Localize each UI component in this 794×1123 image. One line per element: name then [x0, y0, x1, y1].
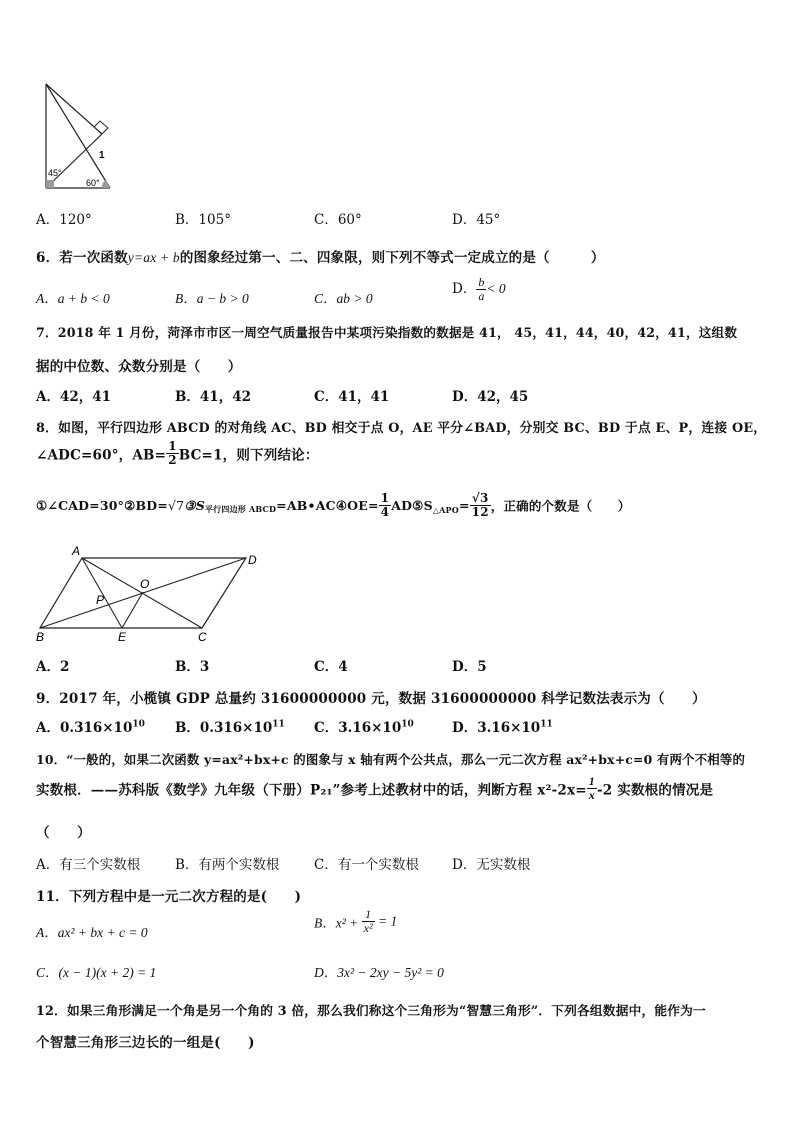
fig5-right-angle-box	[46, 180, 54, 188]
q11-option-b-b: = 1	[374, 913, 398, 929]
segment-oe	[122, 592, 143, 628]
q10-option-c: C．有一个实数根	[314, 857, 419, 873]
q10-option-a: A．有三个实数根	[36, 857, 141, 873]
q7-stem-line2: 据的中位数、众数分别是（ ）	[36, 359, 242, 375]
q8-line3-sub1: 平行四边形 ABCD	[204, 504, 277, 514]
q8-line3-c: =AB•AC④OE=	[276, 498, 379, 513]
q8-line3-b: ③S	[184, 498, 205, 513]
q9-option-c-base: C．3.16×10	[314, 720, 402, 736]
q6-option-d-tail: < 0	[486, 281, 506, 296]
point-d-label: D	[248, 553, 257, 567]
q8-line3-a: ①∠CAD=30°②BD=	[36, 498, 168, 513]
q7-option-a: A．42，41	[36, 389, 112, 405]
point-e-label: E	[118, 630, 127, 644]
q9-option-c	[314, 716, 414, 736]
q8-line2-b: BC=1，则下列结论：	[178, 447, 319, 464]
q8-parallelogram-figure	[34, 544, 269, 644]
fig5-angle-45-label: 45°	[48, 168, 62, 178]
q8-line3-f: ，正确的个数是（ ）	[490, 498, 631, 514]
point-c-label: C	[198, 630, 207, 644]
q8-line2-fraction	[166, 440, 179, 467]
fraction-denominator: 2	[168, 453, 177, 467]
q11-option-c: C．(x − 1)(x + 2) = 1	[36, 965, 157, 980]
q5-option-d: D．45°	[452, 212, 501, 228]
q8-stem-line1: 8．如图，平行四边形 ABCD 的对角线 AC、BD 相交于点 O，AE 平分∠BAD，分别交 BC、BD 于点 E、P，连接 OE，	[36, 421, 767, 436]
q7-option-b: B．41，42	[175, 389, 251, 405]
q8-line3-d: AD⑤S	[391, 498, 433, 513]
q7-option-d: D．42，45	[452, 389, 529, 405]
point-a-label: A	[72, 544, 81, 558]
q11-option-d: D．3x² − 2xy − 5y² = 0	[314, 965, 444, 980]
q12-stem-line2: 个智慧三角形三边长的一组是( )	[36, 1035, 255, 1051]
fig5-right-leg	[46, 84, 102, 134]
q11-option-b	[314, 908, 397, 935]
point-o-label: O	[140, 577, 150, 591]
fig5-right-angle-mark	[94, 121, 108, 134]
q8-line2-a: ∠ADC=60°，AB=	[36, 447, 167, 464]
fig5-angle-60-label: 60°	[86, 178, 100, 188]
fraction-denominator: 12	[471, 505, 489, 519]
q9-option-b-base: B．0.316×10	[175, 720, 273, 736]
q6-stem-a: 6．若一次函数	[36, 250, 128, 266]
q6-option-a: A．a + b < 0	[36, 291, 110, 306]
q9-option-c-exp: 10	[401, 719, 414, 730]
q8-option-a: A．2	[36, 659, 70, 675]
q6-option-c: C．ab > 0	[314, 291, 373, 306]
q11-option-b-a: B．x² +	[314, 915, 362, 931]
point-b-label: B	[36, 630, 45, 644]
q6-option-d-label: D．	[452, 281, 477, 297]
q10-option-b: B．有两个实数根	[175, 857, 280, 873]
q5-option-a: A．120°	[36, 212, 92, 228]
q8-line3-fraction2	[470, 492, 491, 519]
q9-option-a	[36, 716, 145, 736]
q11-option-b-fraction	[362, 908, 375, 935]
q7-stem-line1: 7．2018 年 1 月份，菏泽市市区一周空气质量报告中某项污染指数的数据是 41， 45，41，44，40，42，41，这组数	[36, 325, 738, 340]
q8-option-d: D．5	[452, 659, 487, 675]
q6-stem-b: 的图象经过第一、二、四象限，则下列不等式一定成立的是（ ）	[179, 250, 605, 266]
q6-option-d-fraction	[476, 276, 486, 303]
q9-stem: 9．2017 年，小榄镇 GDP 总量约 31600000000 元，数据 31600000000 科学记数法表示为（ ）	[36, 691, 706, 707]
q10-option-d: D．无实数根	[452, 857, 531, 873]
q9-option-b	[175, 716, 285, 736]
q9-option-a-exp: 10	[132, 719, 145, 730]
q8-line3-sqrt: √7	[167, 498, 185, 513]
fig5-angle-60-arc	[102, 180, 110, 188]
fraction-denominator: 4	[380, 505, 390, 519]
q10-stem-line2	[36, 775, 713, 802]
q8-option-c: C．4	[314, 659, 348, 675]
fraction-numerator: 1	[380, 491, 390, 505]
fraction-numerator: √3	[470, 492, 491, 506]
q8-stem-line3	[36, 492, 630, 519]
q5-figure	[36, 80, 126, 195]
q6-stem	[36, 246, 605, 266]
fraction-numerator: b	[478, 275, 485, 289]
fig5-angle-1-label: 1	[99, 150, 105, 161]
fraction-numerator: 1	[362, 908, 375, 922]
q8-line3-fraction1	[379, 492, 392, 519]
q10-stem-line1: 10．“一般的，如果二次函数 y=ax²+bx+c 的图象与 x 轴有两个公共点，那么一元二次方程 ax²+bx+c=0 有两个不相等的	[36, 752, 746, 767]
q8-line3-e: =	[458, 498, 470, 513]
q10-line2-b: -2 实数根的情况是	[596, 782, 714, 799]
q5-option-b: B．105°	[175, 212, 231, 228]
q10-line2-fraction	[587, 775, 597, 802]
q9-option-d-exp: 11	[540, 719, 553, 730]
point-p-label: P	[96, 593, 105, 607]
q11-option-a: A．ax² + bx + c = 0	[36, 925, 148, 940]
q9-option-d	[452, 716, 553, 736]
q6-formula: y=ax + b	[127, 250, 180, 265]
q8-line3-sub2: △APO	[432, 504, 459, 515]
fraction-denominator: x	[588, 788, 595, 802]
fraction-numerator: 1	[168, 439, 177, 453]
q12-stem-line1: 12．如果三角形满足一个角是另一个角的 3 倍，那么我们称这个三角形为“智慧三角形”．下列各组数据中，能作为一	[36, 1003, 706, 1018]
q6-option-d	[452, 276, 506, 303]
q10-stem-line3: （ ）	[36, 825, 91, 841]
fraction-numerator: 1	[588, 774, 595, 788]
q9-option-d-base: D．3.16×10	[452, 720, 541, 736]
fraction-denominator: a	[478, 289, 485, 303]
q8-option-b: B．3	[175, 659, 210, 675]
q5-option-c: C．60°	[314, 212, 362, 228]
fraction-denominator: x²	[363, 921, 373, 935]
q9-option-b-exp: 11	[272, 719, 285, 730]
q11-stem: 11．下列方程中是一元二次方程的是( )	[36, 889, 302, 905]
q7-option-c: C．41，41	[314, 389, 390, 405]
q9-option-a-base: A．0.316×10	[36, 720, 133, 736]
q8-stem-line2	[36, 440, 319, 467]
q10-line2-a: 实数根．——苏科版《数学》九年级（下册）P₂₁”参考上述教材中的话，判断方程 x²-2x=	[36, 782, 587, 799]
q6-option-b: B．a − b > 0	[175, 291, 249, 306]
